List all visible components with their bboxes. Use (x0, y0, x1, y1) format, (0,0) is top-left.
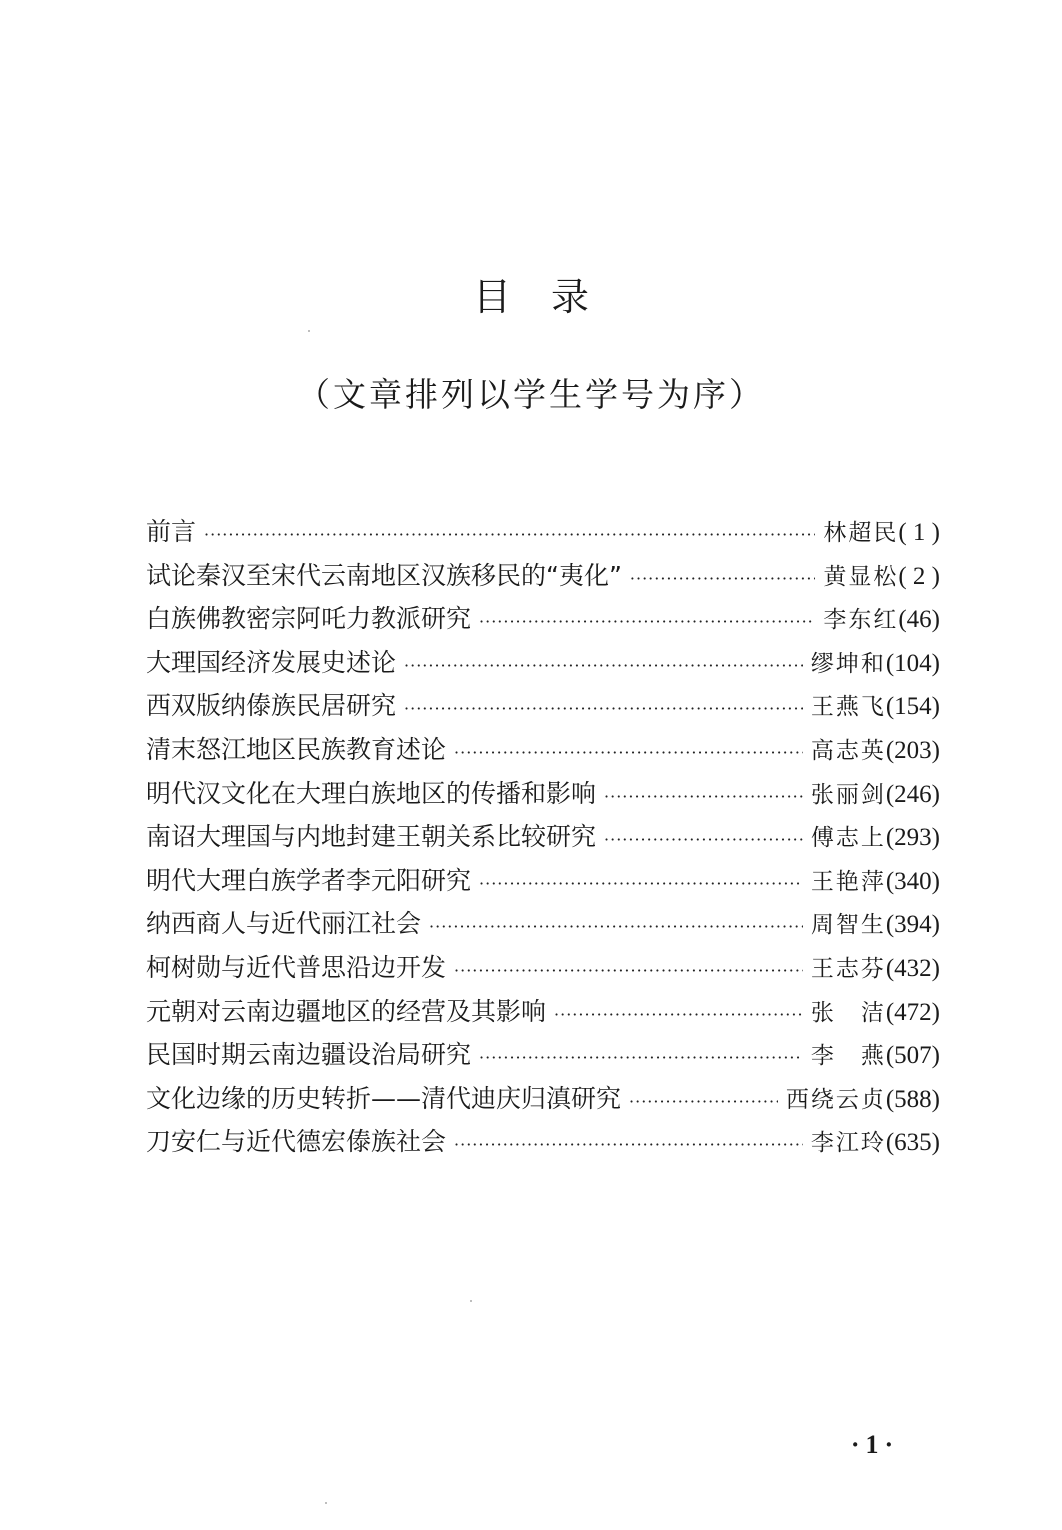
toc-entry-title: 明代汉文化在大理白族地区的传播和影响 (146, 778, 597, 808)
toc-entry-author: 王燕飞 (810, 694, 886, 721)
toc-entry[interactable] (146, 815, 940, 859)
toc-entry-author: 李江玲 (810, 1130, 886, 1157)
scan-speck (325, 1502, 327, 1504)
toc-entry-title: 清末怒江地区民族教育述论 (146, 734, 447, 764)
page-subtitle: （文章排列以学生学号为序） (297, 375, 765, 414)
toc-entry-page: (394) (885, 911, 940, 939)
toc-entry-title: 南诏大理国与内地封建王朝关系比较研究 (146, 822, 597, 852)
toc-entry-author: 李 燕 (810, 1043, 886, 1070)
toc-entry-title: 白族佛教密宗阿吒力教派研究 (146, 604, 472, 634)
toc-entry-page: (507) (885, 1042, 940, 1070)
toc-entry-title: 文化边缘的历史转折——清代迪庆归滇研究 (146, 1083, 622, 1113)
toc-entry-author: 傅志上 (810, 825, 886, 852)
toc-entry[interactable] (146, 1033, 940, 1077)
toc-entry-page: ( 2 ) (898, 562, 940, 590)
dot-leader (604, 775, 803, 819)
toc-entry-page: (635) (885, 1129, 940, 1157)
toc-entry[interactable] (146, 902, 940, 946)
toc-entry-title: 明代大理白族学者李元阳研究 (146, 865, 472, 895)
toc-entry[interactable] (146, 554, 940, 598)
toc-entry-page: (472) (885, 998, 940, 1026)
toc-entry-author: 林超民 (823, 520, 899, 546)
scan-speck (470, 1300, 472, 1302)
page-title: 目录 (472, 275, 629, 319)
toc-entry[interactable] (146, 772, 940, 816)
dot-leader (479, 1036, 803, 1080)
toc-entry[interactable] (146, 641, 940, 685)
dot-leader (479, 600, 815, 644)
toc-entry[interactable] (146, 859, 940, 903)
toc-entry-title: 柯树勋与近代普思沿边开发 (146, 952, 447, 982)
toc-entry-author: 高志英 (810, 737, 886, 764)
toc-entry-title: 元朝对云南边疆地区的经营及其影响 (146, 996, 547, 1026)
toc-entry[interactable] (146, 597, 940, 641)
toc-entry[interactable] (146, 728, 940, 772)
dot-leader (404, 644, 803, 688)
dot-leader (454, 949, 803, 993)
dot-leader (454, 1123, 803, 1167)
toc-entry-author: 王志芬 (810, 955, 886, 982)
toc-entry[interactable] (146, 1077, 940, 1121)
toc-entry[interactable] (146, 946, 940, 990)
page-number: ·1· (850, 1430, 900, 1459)
dot-leader (604, 818, 803, 862)
toc-entry-page: (154) (885, 693, 940, 721)
toc-entry-author: 西绕云贞 (785, 1086, 886, 1113)
toc-entry-page: (432) (885, 954, 940, 982)
dot-leader (429, 905, 803, 949)
toc-entry-page: (46) (898, 606, 940, 634)
scan-speck (308, 330, 310, 332)
toc-entry[interactable] (146, 684, 940, 728)
toc-entry-title: 刀安仁与近代德宏傣族社会 (146, 1127, 447, 1157)
toc-entry[interactable] (146, 1120, 940, 1164)
dot-leader (554, 993, 803, 1037)
dot-leader (630, 557, 815, 601)
toc-entry-page: (340) (885, 867, 940, 895)
toc-entry-page: ( 1 ) (898, 519, 940, 546)
toc-entry-title: 前言 (146, 517, 197, 546)
toc-entry-author: 张丽剑 (810, 781, 886, 808)
toc-entry-author: 周智生 (810, 912, 886, 939)
table-of-contents (146, 510, 940, 1164)
toc-entry-page: (246) (885, 780, 940, 808)
dot-leader (404, 687, 803, 731)
dot-leader (629, 1080, 778, 1124)
dot-leader (454, 731, 803, 775)
toc-entry-title: 试论秦汉至宋代云南地区汉族移民的“夷化” (146, 560, 622, 590)
toc-entry-title: 民国时期云南边疆设治局研究 (146, 1040, 472, 1070)
toc-entry-author: 王艳萍 (810, 868, 886, 895)
toc-entry-title: 大理国经济发展史述论 (146, 647, 397, 677)
toc-entry-author: 张 洁 (810, 999, 886, 1026)
toc-entry-page: (203) (885, 736, 940, 764)
dot-leader (479, 862, 803, 906)
toc-entry-page: (104) (885, 649, 940, 677)
toc-entry-title: 西双版纳傣族民居研究 (146, 691, 397, 721)
toc-entry[interactable] (146, 510, 940, 554)
toc-entry-author: 缪坤和 (810, 650, 886, 677)
toc-entry-page: (588) (885, 1085, 940, 1113)
toc-entry-title: 纳西商人与近代丽江社会 (146, 909, 422, 939)
dot-leader (204, 513, 815, 557)
toc-entry[interactable] (146, 990, 940, 1034)
toc-entry-author: 李东红 (823, 607, 899, 634)
toc-entry-author: 黄显松 (823, 563, 899, 590)
toc-entry-page: (293) (885, 824, 940, 852)
